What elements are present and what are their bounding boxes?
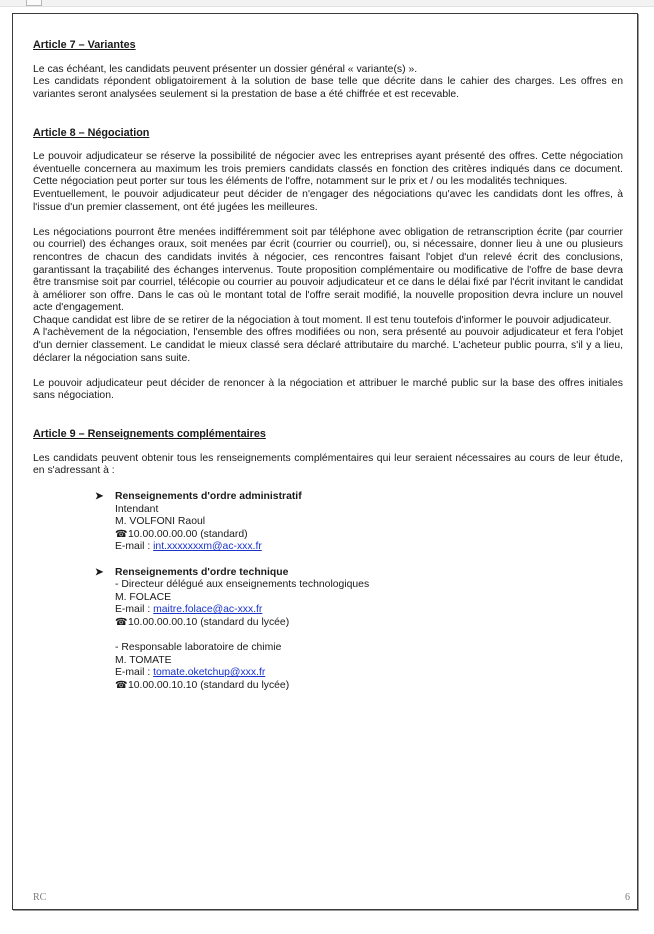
- phone-number: 10.00.00.10.10 (standard du lycée): [128, 679, 290, 691]
- contact-list: [95, 491, 623, 693]
- phone-icon: ☎: [115, 616, 128, 628]
- contact-name: M. VOLFONI Raoul: [115, 516, 206, 528]
- arrow-bullet-icon: ➤: [95, 566, 104, 578]
- paragraph: A l'achèvement de la négociation, l'ensemble des offres modifiées ou non, sera présenté au pouvoir adjudicateur et fera l'objet d'un dernier classement. Le candidat le mieux classé sera déclaré attributaire du marché. L'acheteur public pourra, s'il y a lieu, déclarer la négociation sans suite.: [33, 327, 623, 364]
- email-label: E-mail :: [115, 541, 154, 553]
- contact-role: - Responsable laboratoire de chimie: [115, 642, 282, 654]
- footer-label: RC: [33, 892, 47, 903]
- contact-email: [115, 667, 623, 680]
- viewer-top-bar: [0, 0, 654, 7]
- paragraph: Les candidats peuvent obtenir tous les renseignements complémentaires qui leur seraient nécessaires au cours de leur étude, en s'adressant à :: [33, 452, 623, 477]
- contact-email: [115, 541, 623, 554]
- email-label: E-mail :: [115, 667, 154, 679]
- page-number: 6: [625, 892, 630, 903]
- paragraph: Les candidats répondent obligatoirement à la solution de base telle que décrite dans le cahier des charges. Les offres en variantes seront analysées seulement si la prestation de base a été chiffrée et est recevable.: [33, 76, 623, 100]
- article-8-heading: Article 8 – Négociation: [33, 126, 150, 139]
- phone-number: 10.00.00.00.00 (standard): [128, 528, 248, 540]
- paragraph: Le cas échéant, les candidats peuvent présenter un dossier général « variante(s) ».: [33, 63, 418, 75]
- page-tab-marker: [26, 0, 42, 6]
- phone-icon: ☎: [115, 679, 128, 691]
- contact-role: - Directeur délégué aux enseignements technologiques: [115, 579, 370, 591]
- contact-name: M. FOLACE: [115, 591, 172, 603]
- phone-icon: ☎: [115, 528, 128, 540]
- phone-number: 10.00.00.00.10 (standard du lycée): [128, 616, 290, 628]
- contact-phone: [115, 529, 623, 542]
- email-link[interactable]: int.xxxxxxxm@ac-xxx.fr: [153, 541, 262, 553]
- contact-email: [115, 604, 623, 617]
- paragraph: Le pouvoir adjudicateur peut décider de renoncer à la négociation et attribuer le marché public sur la base des offres initiales sans négociation.: [33, 377, 623, 402]
- article-7-heading: Article 7 – Variantes: [33, 39, 136, 51]
- document-page: [12, 13, 638, 910]
- paragraph: Le pouvoir adjudicateur se réserve la possibilité de négocier avec les entreprises ayant présenté des offres. Cette négociation éventuelle concernera au maximum les trois premiers candidats classés en fonction des critères indiqués dans ce document. Cette négociation peut porter sur tous les éléments de l'offre, notamment sur le prix et / ou les modalités techniques.: [33, 151, 623, 188]
- article-9: [33, 428, 623, 692]
- contact-phone: [115, 680, 623, 693]
- paragraph: Eventuellement, le pouvoir adjudicateur peut décider de n'engager des négociations qu'avec les candidats dont les offres, à l'issue d'un premier classement, ont été jugées les meilleures.: [33, 188, 623, 213]
- contact-role: Intendant: [115, 503, 159, 515]
- arrow-bullet-icon: ➤: [95, 491, 104, 502]
- paragraph: Les négociations pourront être menées indifféremment soit par téléphone avec obligation de retranscription écrite (par courrier ou courriel) des échanges oraux, soit menées par écrit (courrier ou courriel), ou, si nécessaire, donner lieu à une ou plusieurs rencontres de chacun des candidats invités à négocier, ces rencontres faisant l'objet d'un relevé écrit des conclusions, garantissant la traçabilité des échanges intervenus. Toute proposition complémentaire ou modificative de l'offre de base devra être transmise soit par courriel, télécopie ou courrier au pouvoir adjudicateur et ce dans le délai fixé par l'écrit invitant le candidat à améliorer son offre. Dans le cas où le montant total de l'offre serait modifié, la nouvelle proposition devra inclure un nouvel acte d'engagement.: [33, 226, 623, 314]
- article-7: [33, 39, 623, 114]
- contact-phone: [115, 617, 623, 630]
- paragraph: Chaque candidat est libre de se retirer de la négociation à tout moment. Il est tenu toutefois d'informer le pouvoir adjudicateur.: [33, 314, 612, 326]
- email-link[interactable]: tomate.oketchup@xxx.fr: [153, 667, 266, 679]
- article-9-heading: Article 9 – Renseignements complémentaires: [33, 428, 266, 441]
- email-label: E-mail :: [115, 604, 154, 616]
- contact-name: M. TOMATE: [115, 654, 172, 666]
- contact-group-technical: [95, 567, 623, 693]
- email-link[interactable]: maitre.folace@ac-xxx.fr: [153, 604, 263, 616]
- page-content: [33, 39, 623, 705]
- contact-group-administrative: [95, 491, 623, 554]
- article-8: [33, 127, 623, 416]
- group-title: Renseignements d'ordre administratif: [115, 491, 302, 502]
- group-title: Renseignements d'ordre technique: [115, 566, 289, 578]
